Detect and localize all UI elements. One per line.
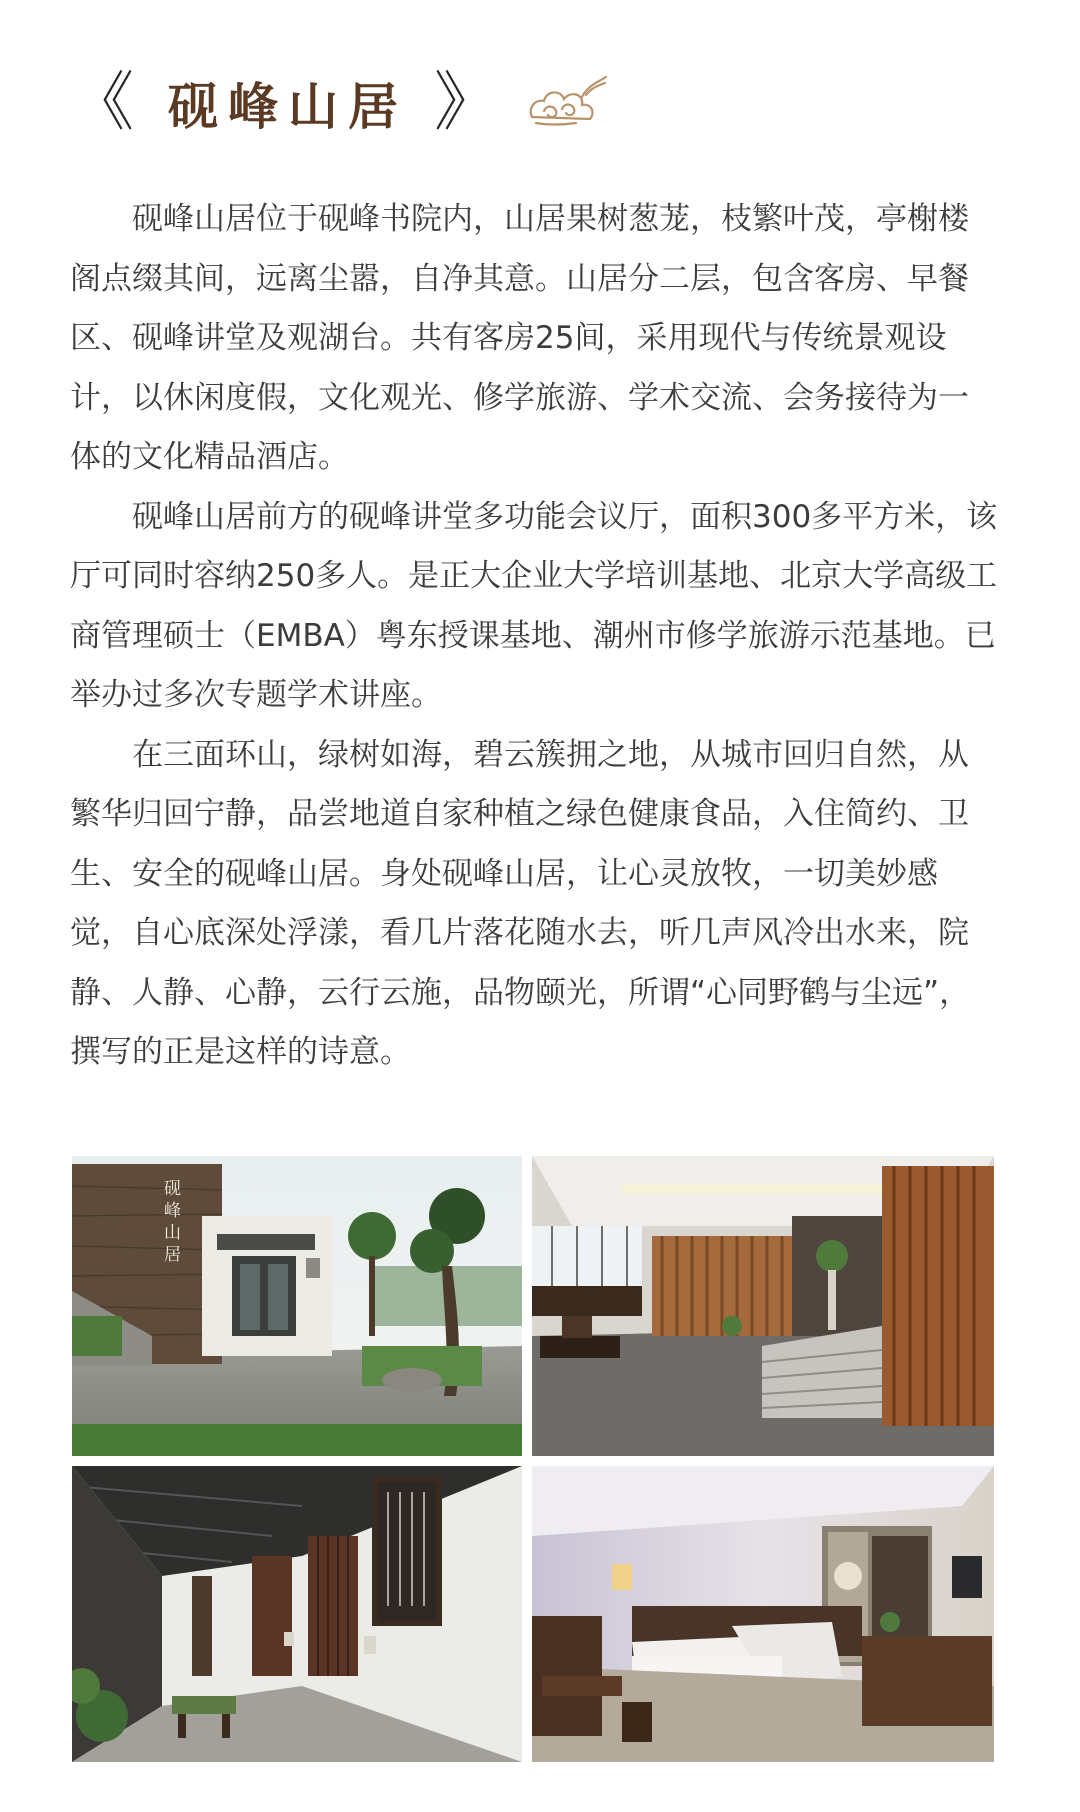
- photo-exterior: [72, 1156, 522, 1456]
- paragraph-2: 砚峰山居前方的砚峰讲堂多功能会议厅，面积300多平方米，该厅可同时容纳250多人。是正大企业大学培训基地、北京大学高级工商管理硕士（EMBA）粤东授课基地、潮州市修学旅游示范基地。已举办过多次专题学术讲座。: [70, 498, 998, 713]
- photo-guestroom: [532, 1466, 994, 1762]
- title-bracket-open: 《: [70, 66, 134, 140]
- auspicious-cloud-icon: [526, 73, 608, 133]
- photo-lobby: [532, 1156, 994, 1456]
- sign-char: 山: [164, 1223, 181, 1243]
- article-body: [70, 190, 998, 1083]
- title-bracket-close: 》: [434, 66, 498, 140]
- photo-corridor: [72, 1466, 522, 1762]
- page-title: 砚峰山居: [168, 77, 408, 136]
- paragraph-3: 在三面环山，绿树如海，碧云簇拥之地，从城市回归自然，从繁华归回宁静，品尝地道自家种植之绿色健康食品，入住简约、卫生、安全的砚峰山居。身处砚峰山居，让心灵放牧，一切美妙感觉，自心底深处浮漾，看几片落花随水去，听几声风冷出水来，院静、人静、心静，云行云施，品物颐光，所谓“心同野鹤与尘远”，撰写的正是这样的诗意。: [70, 736, 971, 1070]
- sign-char: 居: [164, 1245, 181, 1265]
- paragraph-1: 砚峰山居位于砚峰书院内，山居果树葱茏，枝繁叶茂，亭榭楼阁点缀其间，远离尘嚣，自净其意。山居分二层，包含客房、早餐区、砚峰讲堂及观湖台。共有客房25间，采用现代与传统景观设计，以休闲度假，文化观光、修学旅游、学术交流、会务接待为一体的文化精品酒店。: [70, 201, 969, 475]
- section-header: [70, 58, 608, 148]
- sign-char: 砚: [164, 1179, 181, 1199]
- sign-char: 峰: [164, 1201, 181, 1221]
